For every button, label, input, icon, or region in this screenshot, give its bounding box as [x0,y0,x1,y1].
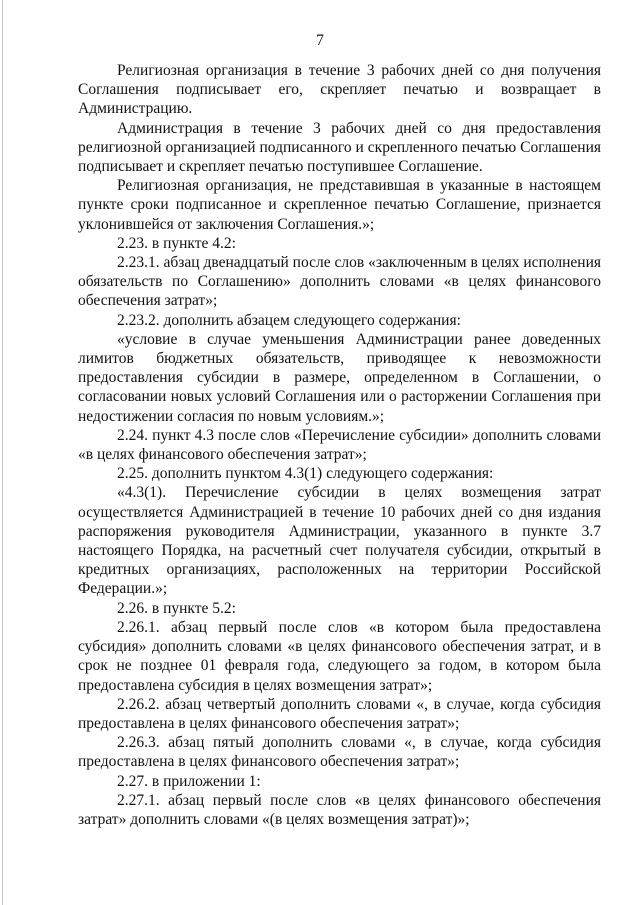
page-number: 7 [316,32,324,49]
paragraph: Религиозная организация, не представившая в указанные в настоящем пункте сроки подписанное и скрепленное печатью Соглашение, признается уклонившейся от заключения Соглашения.»; [78,177,601,233]
paragraph: 2.24. пункт 4.3 после слов «Перечисление субсидии» дополнить словами «в целях финансового обеспечения затрат»; [78,426,601,464]
paragraph: 2.26.1. абзац первый после слов «в котором была предоставлена субсидия» дополнить словами «в целях финансового обеспечения затрат, и в срок не позднее 01 февраля года, следующего за годом, в котором была предоставлена субсидия в целях возмещения затрат»; [78,618,601,694]
paragraph: 2.26. в пункте 5.2: [117,599,236,617]
paragraph: Религиозная организация в течение 3 рабочих дней со дня получения Соглашения подписывает его, скрепляет печатью и возвращает в Администрацию. [78,62,601,118]
paragraph: «4.3(1). Перечисление субсидии в целях возмещения затрат осуществляется Администрацией в течение 10 рабочих дней со дня издания распоряжения руководителя Администрации, указанного в пункте 3.7 настоящего Порядка, на расчетный счет получателя субсидии, открытый в кредитных организациях, расположенных на территории Российской Федерации.»; [78,484,601,598]
scan-edge-line [2,0,3,905]
paragraph: 2.27.1. абзац первый после слов «в целях финансового обеспечения затрат» дополнить словами «(в целях возмещения затрат)»; [78,791,601,828]
document-body [78,61,601,829]
paragraph: 2.23. в пункте 4.2: [117,234,236,252]
paragraph: Администрация в течение 3 рабочих дней со дня предоставления религиозной организацией подписанного и скрепленного печатью Соглашения подписывает и скрепляет печатью поступившее Соглашение. [78,119,601,176]
paragraph: 2.26.3. абзац пятый дополнить словами «, в случае, когда субсидия предоставлена в целях финансового обеспечения затрат»; [78,734,601,771]
paragraph: 2.25. дополнить пунктом 4.3(1) следующего содержания: [117,465,494,483]
paragraph: 2.23.1. абзац двенадцатый после слов «заключенным в целях исполнения обязательств по Соглашению» дополнить словами «в целях финансового обеспечения затрат»; [78,254,601,310]
paragraph: 2.23.2. дополнить абзацем следующего содержания: [117,311,461,329]
paragraph: 2.26.2. абзац четвертый дополнить словами «, в случае, когда субсидия предоставлена в целях финансового обеспечения затрат»; [78,695,601,732]
paragraph: 2.27. в приложении 1: [117,772,261,790]
paragraph: «условие в случае уменьшения Администрации ранее доведенных лимитов бюджетных обязательств, приводящее к невозможности предоставления субсидии в размере, определенном в Соглашении, о согласовании новых условий Соглашения или о расторжении Соглашения при недостижении согласия по новым условиям.»; [78,330,601,425]
